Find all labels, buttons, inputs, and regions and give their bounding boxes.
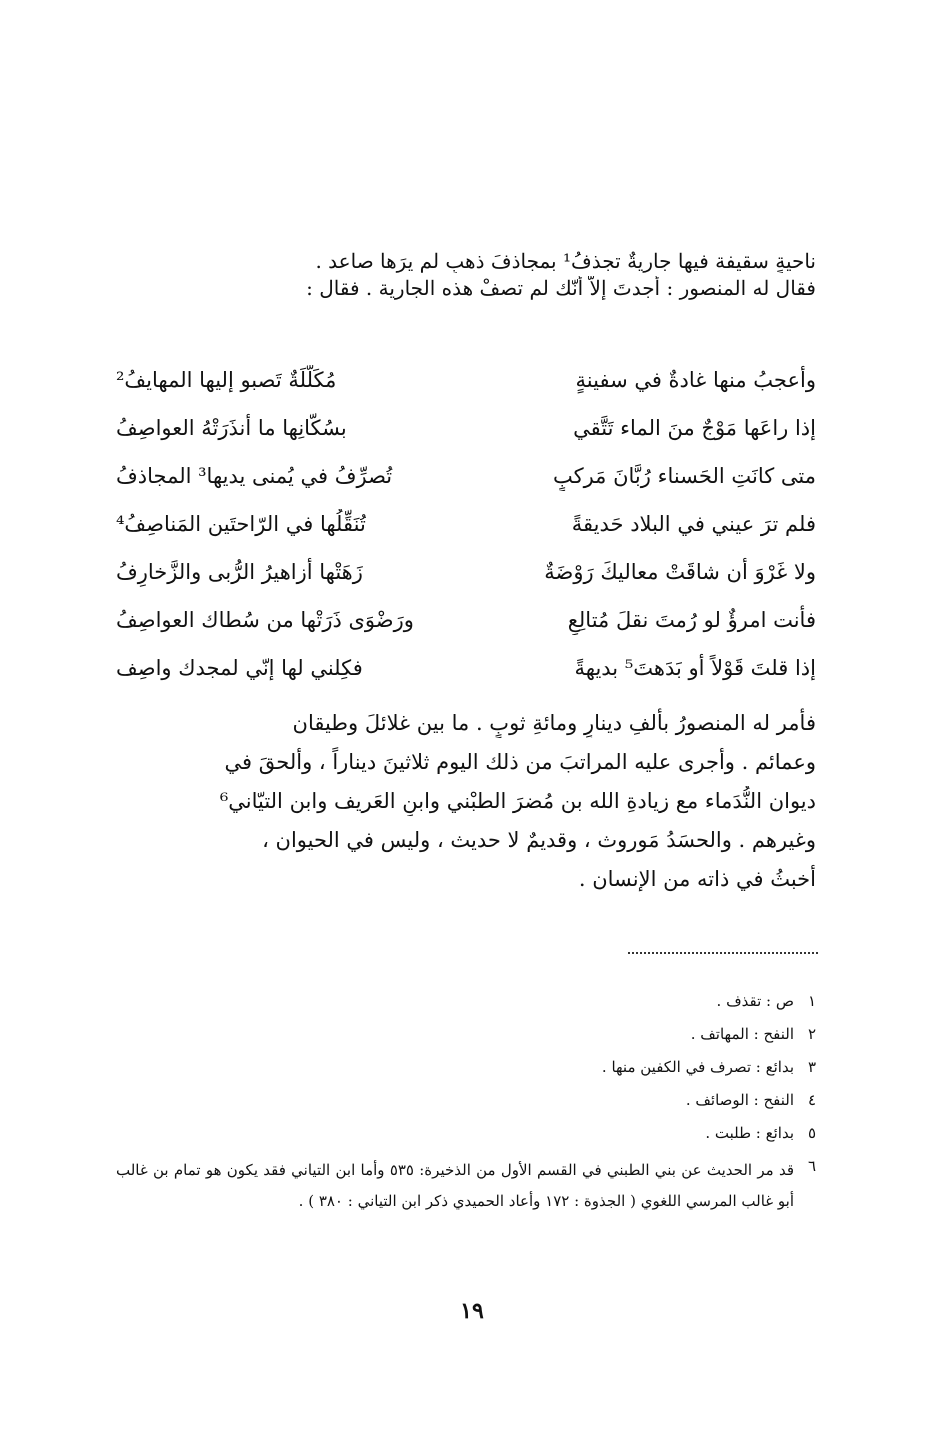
- second-hemistich: مُكَلَّلَةٌ تَصبو إليها المهايفُ²: [116, 368, 337, 392]
- prose-line: وعمائم . وأجرى عليه المراتبَ من ذلك اليوم ثلاثينَ ديناراً ، وألحقَ في: [224, 750, 816, 774]
- poem-verse: [116, 644, 816, 692]
- first-hemistich: متى كانَتِ الحَسناء رُبَّانَ مَركبٍ: [552, 464, 816, 488]
- footnote-number: ٤: [807, 1091, 816, 1109]
- poem-verse: [116, 452, 816, 500]
- first-hemistich: إذا راعَها مَوْجٌ منَ الماء تَتَّقي: [573, 416, 816, 440]
- footnote-number: ٣: [807, 1058, 816, 1076]
- footnote-text: بدائع : طلبت .: [705, 1124, 794, 1142]
- prose-line: فأمر له المنصورُ بألفِ دينارٍ ومائةِ ثوبٍ . ما بين غلائلَ وطيقان: [292, 711, 816, 735]
- prose-line: ديوان النُّدَماء مع زيادةِ الله بن مُضرَ الطبْني وابنِ العَريف وابن التيّاني⁶: [219, 789, 816, 813]
- footnotes: [116, 990, 816, 1228]
- footnote: [116, 1056, 816, 1078]
- second-hemistich: ورَضْوَى ذَرَتْها من سُطاك العواصِفُ: [116, 608, 414, 632]
- second-hemistich: تُصرِّفُ في يُمنى يديها³ المجاذفُ: [116, 464, 393, 488]
- footnote-text: النفح : المهاتف .: [690, 1025, 794, 1043]
- footnote: [116, 1023, 816, 1045]
- footnote: [116, 1155, 816, 1217]
- first-hemistich: ولا غَرْوَ أن شاقَتْ معاليكَ رَوْضَةٌ: [544, 560, 816, 584]
- poem-verse: [116, 356, 816, 404]
- prose-paragraph: [116, 708, 816, 903]
- second-hemistich: بسُكَّانِها ما أنذَرَتْهُ العواصِفُ: [116, 416, 347, 440]
- poem-verse: [116, 404, 816, 452]
- footnote-number: ٥: [807, 1124, 816, 1142]
- page-number: ١٩: [460, 1298, 484, 1324]
- intro-paragraph: [116, 249, 816, 303]
- footnote: [116, 990, 816, 1012]
- second-hemistich: تُنَقِّلُها في الرّاحتَين المَناصِفُ⁴: [116, 512, 366, 536]
- footnote-separator: [628, 952, 818, 954]
- footnote-text: النفح : الوصائف .: [685, 1091, 794, 1109]
- footnote-number: ٢: [807, 1025, 816, 1043]
- second-hemistich: فكِلني لها إنّي لمجدك واصِف: [116, 656, 363, 680]
- poem-verse: [116, 500, 816, 548]
- poem: [116, 356, 816, 692]
- first-hemistich: وأعجبُ منها غادةٌ في سفينةٍ: [575, 368, 816, 392]
- footnote: [116, 1089, 816, 1111]
- first-hemistich: إذا قلتَ قَوْلاً أو بَدَهتَ⁵ بديهةً: [574, 656, 816, 680]
- intro-line: ناحيةٍ سقيفة فيها جاريةٌ تجذفُ¹ بمجاذفَ ذهبٍ لم يرَها صاعد .: [315, 249, 816, 273]
- first-hemistich: فأنت امرؤٌ لو رُمتَ نقلَ مُتالِعٍ: [567, 608, 816, 632]
- first-hemistich: فلم ترَ عيني في البلاد حَديقةً: [571, 512, 816, 536]
- intro-line: فقال له المنصور : أجدتَ إلاّ أنّك لم تصفْ هذه الجارية . فقال :: [306, 276, 816, 300]
- poem-verse: [116, 596, 816, 644]
- prose-line: وغيرهم . والحسَدُ مَوروث ، وقديمٌ لا حديث ، وليس في الحيوان ،: [262, 828, 816, 852]
- footnote-number: ٦: [807, 1157, 816, 1175]
- footnote-text: بدائع : تصرف في الكفين منها .: [601, 1058, 794, 1076]
- poem-verse: [116, 548, 816, 596]
- prose-line: أخبثُ في ذاته من الإنسان .: [578, 867, 816, 891]
- footnote-number: ١: [807, 992, 816, 1010]
- footnote-text: ص : تقذف .: [716, 992, 794, 1010]
- second-hemistich: زَهَتْها أزاهيرُ الرُّبى والزَّخارِفُ: [116, 560, 363, 584]
- footnote: [116, 1122, 816, 1144]
- footnote-text: قد مر الحديث عن بني الطبني في القسم الأول من الذخيرة: ٥٣٥ وأما ابن التياني فقد يكون هو تمام بن غالب أبو غالب المرسي اللغوي ( الجذوة : ١٧٢ وأعاد الحميدي ذكر ابن التياني : ٣٨٠ ) .: [116, 1161, 794, 1210]
